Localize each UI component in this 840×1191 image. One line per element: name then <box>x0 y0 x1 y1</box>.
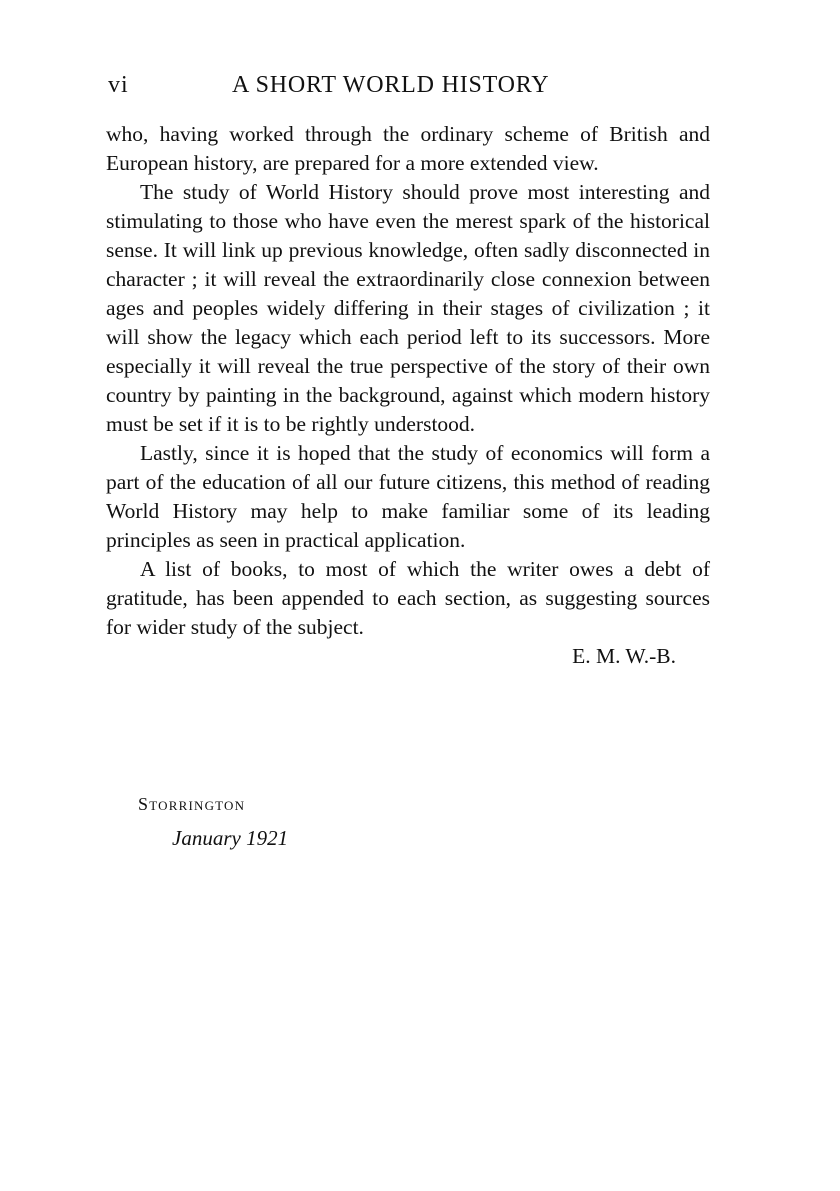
paragraph-economics: Lastly, since it is hoped that the study of economics will form a part of the education of all our future citizens, this method of reading World History may help to make familiar some of its leading principles as seen in practical application. <box>106 441 710 552</box>
place-line: Storrington <box>138 794 246 814</box>
date-line: January 1921 <box>172 826 289 850</box>
paragraph-continuation: who, having worked through the ordinary scheme of British and European history, are prepared for a more extended view. <box>106 122 710 175</box>
running-header <box>108 72 712 102</box>
paragraph-world-history-study: The study of World History should prove most interesting and stimulating to those who have even the merest spark of the historical sense. It will link up previous knowledge, often sadly disconnected in character ; it will reveal the extraordinarily close connexion between ages and peoples widely differing in their stages of civilization ; it will show the legacy which each period left to its successors. More especially it will reveal the true perspective of the story of their own country by painting in the background, against which modern history must be set if it is to be rightly understood. <box>106 180 710 436</box>
paragraph-book-list: A list of books, to most of which the writer owes a debt of gratitude, has been appended to each section, as suggesting sources for wider study of the subject. <box>106 557 710 639</box>
page-number: vi <box>108 72 129 98</box>
running-title: A SHORT WORLD HISTORY <box>232 72 550 98</box>
author-initials: E. M. W.-B. <box>572 644 676 668</box>
preface-body <box>106 120 710 671</box>
